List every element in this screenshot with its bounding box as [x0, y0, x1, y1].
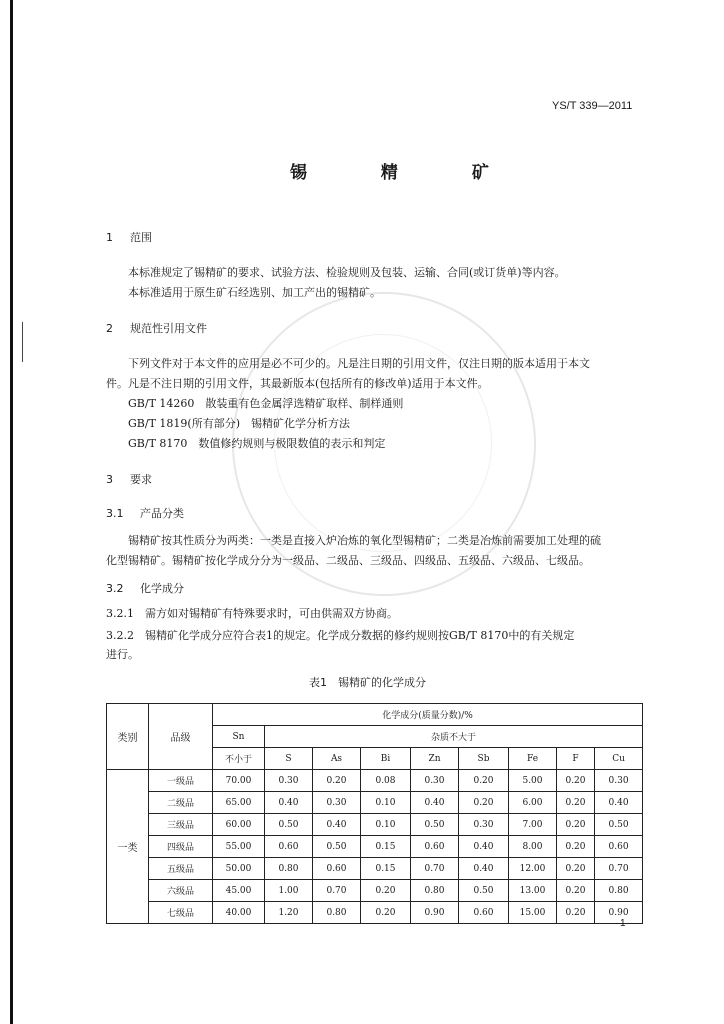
impurity-sb-header: Sb [459, 748, 509, 770]
value-cell: 0.90 [595, 902, 643, 924]
section-number: 3.1 [106, 507, 124, 520]
grade-cell: 七级品 [149, 902, 213, 924]
value-cell: 40.00 [213, 902, 265, 924]
value-cell: 0.08 [361, 770, 411, 792]
value-cell: 0.50 [595, 814, 643, 836]
value-cell: 0.20 [459, 770, 509, 792]
value-cell: 0.90 [411, 902, 459, 924]
value-cell: 0.50 [313, 836, 361, 858]
value-cell: 0.30 [459, 814, 509, 836]
scan-margin-mark [22, 322, 23, 362]
impurity-cu-header: Cu [595, 748, 643, 770]
value-cell: 0.60 [595, 836, 643, 858]
value-cell: 0.70 [595, 858, 643, 880]
classification-paragraph-line-2: 化型锡精矿。锡精矿按化学成分分为一级品、二级品、三级品、四级品、五级品、六级品、七级品。 [106, 554, 590, 567]
scope-paragraph-1: 本标准规定了锡精矿的要求、试验方法、检验规则及包装、运输、合同(或订货单)等内容。 [128, 266, 566, 279]
value-cell: 12.00 [509, 858, 557, 880]
value-cell: 6.00 [509, 792, 557, 814]
category-cell: 一类 [107, 770, 149, 924]
value-cell: 0.20 [557, 770, 595, 792]
category-header: 类别 [107, 704, 149, 770]
section-title: 规范性引用文件 [130, 322, 207, 335]
standard-code: YS/T 339—2011 [552, 100, 633, 112]
value-cell: 0.15 [361, 836, 411, 858]
page-number: 1 [620, 918, 626, 929]
value-cell: 0.20 [557, 858, 595, 880]
section-title: 范围 [130, 231, 152, 244]
value-cell: 0.50 [265, 814, 313, 836]
value-cell: 60.00 [213, 814, 265, 836]
value-cell: 0.80 [411, 880, 459, 902]
value-cell: 0.20 [557, 880, 595, 902]
subsection-3-1-heading [106, 505, 184, 521]
clause-3-2-2-line-1: 3.2.2 锡精矿化学成分应符合表1的规定。化学成分数据的修约规则按GB/T 8170中的有关规定 [106, 629, 575, 642]
section-title: 化学成分 [140, 582, 184, 595]
impurity-header: 杂质不大于 [265, 726, 643, 748]
reference-item: GB/T 14260 散装重有色金属浮选精矿取样、制样通则 [128, 397, 404, 410]
section-number: 1 [106, 231, 113, 244]
impurity-s-header: S [265, 748, 313, 770]
value-cell: 0.20 [557, 836, 595, 858]
grade-header: 品级 [149, 704, 213, 770]
value-cell: 45.00 [213, 880, 265, 902]
table-row [107, 836, 643, 858]
table-row [107, 792, 643, 814]
grade-cell: 六级品 [149, 880, 213, 902]
value-cell: 0.20 [313, 770, 361, 792]
value-cell: 0.40 [459, 836, 509, 858]
value-cell: 1.00 [265, 880, 313, 902]
reference-item: GB/T 1819(所有部分) 锡精矿化学分析方法 [128, 417, 350, 430]
value-cell: 0.40 [313, 814, 361, 836]
grade-cell: 一级品 [149, 770, 213, 792]
value-cell: 0.30 [411, 770, 459, 792]
value-cell: 7.00 [509, 814, 557, 836]
value-cell: 0.30 [313, 792, 361, 814]
value-cell: 0.15 [361, 858, 411, 880]
value-cell: 0.40 [265, 792, 313, 814]
value-cell: 0.80 [265, 858, 313, 880]
value-cell: 0.60 [459, 902, 509, 924]
sn-min-label: 不小于 [213, 748, 265, 770]
value-cell: 0.40 [459, 858, 509, 880]
value-cell: 0.20 [557, 902, 595, 924]
value-cell: 0.40 [595, 792, 643, 814]
table-row [107, 814, 643, 836]
table-row [107, 858, 643, 880]
sn-header: Sn [213, 726, 265, 748]
scan-edge-line [10, 0, 13, 1024]
value-cell: 0.60 [265, 836, 313, 858]
grade-cell: 二级品 [149, 792, 213, 814]
value-cell: 55.00 [213, 836, 265, 858]
grade-cell: 三级品 [149, 814, 213, 836]
impurity-bi-header: Bi [361, 748, 411, 770]
section-title: 要求 [130, 473, 152, 486]
value-cell: 0.10 [361, 792, 411, 814]
value-cell: 0.60 [411, 836, 459, 858]
value-cell: 1.20 [265, 902, 313, 924]
value-cell: 0.70 [411, 858, 459, 880]
value-cell: 0.30 [595, 770, 643, 792]
document-title: 锡 精 矿 [290, 163, 523, 183]
value-cell: 0.50 [459, 880, 509, 902]
impurity-fe-header: Fe [509, 748, 557, 770]
value-cell: 70.00 [213, 770, 265, 792]
section-2-heading [106, 320, 207, 336]
value-cell: 5.00 [509, 770, 557, 792]
value-cell: 50.00 [213, 858, 265, 880]
section-number: 3 [106, 473, 113, 486]
value-cell: 0.30 [265, 770, 313, 792]
table-row [107, 770, 643, 792]
section-title: 产品分类 [140, 507, 184, 520]
chemical-composition-table [106, 703, 642, 924]
section-number: 3.2 [106, 582, 124, 595]
table-row [107, 880, 643, 902]
clause-3-2-2-line-2: 进行。 [106, 648, 139, 661]
grade-cell: 五级品 [149, 858, 213, 880]
value-cell: 8.00 [509, 836, 557, 858]
references-paragraph-line-2: 件。凡是不注日期的引用文件，其最新版本(包括所有的修改单)适用于本文件。 [106, 377, 489, 390]
value-cell: 0.20 [557, 814, 595, 836]
references-paragraph-line-1: 下列文件对于本文件的应用是必不可少的。凡是注日期的引用文件，仅注日期的版本适用于本文 [128, 357, 590, 370]
value-cell: 0.80 [595, 880, 643, 902]
table-row [107, 902, 643, 924]
value-cell: 13.00 [509, 880, 557, 902]
section-1-heading [106, 229, 152, 245]
subsection-3-2-heading [106, 580, 184, 596]
value-cell: 0.10 [361, 814, 411, 836]
value-cell: 15.00 [509, 902, 557, 924]
value-cell: 0.20 [557, 792, 595, 814]
scope-paragraph-2: 本标准适用于原生矿石经选别、加工产出的锡精矿。 [128, 286, 381, 299]
clause-3-2-1: 3.2.1 需方如对锡精矿有特殊要求时，可由供需双方协商。 [106, 607, 398, 620]
chemical-composition-header: 化学成分(质量分数)/% [213, 704, 643, 726]
classification-paragraph-line-1: 锡精矿按其性质分为两类：一类是直接入炉冶炼的氧化型锡精矿；二类是冶炼前需要加工处理的硫 [128, 534, 601, 547]
section-number: 2 [106, 322, 113, 335]
grade-cell: 四级品 [149, 836, 213, 858]
value-cell: 0.60 [313, 858, 361, 880]
value-cell: 0.20 [361, 880, 411, 902]
value-cell: 0.20 [361, 902, 411, 924]
impurity-as-header: As [313, 748, 361, 770]
value-cell: 0.70 [313, 880, 361, 902]
value-cell: 65.00 [213, 792, 265, 814]
value-cell: 0.20 [459, 792, 509, 814]
value-cell: 0.50 [411, 814, 459, 836]
value-cell: 0.80 [313, 902, 361, 924]
impurity-f-header: F [557, 748, 595, 770]
reference-item: GB/T 8170 数值修约规则与极限数值的表示和判定 [128, 437, 386, 450]
table-caption: 表1 锡精矿的化学成分 [309, 676, 426, 689]
value-cell: 0.40 [411, 792, 459, 814]
impurity-zn-header: Zn [411, 748, 459, 770]
section-3-heading [106, 471, 152, 487]
